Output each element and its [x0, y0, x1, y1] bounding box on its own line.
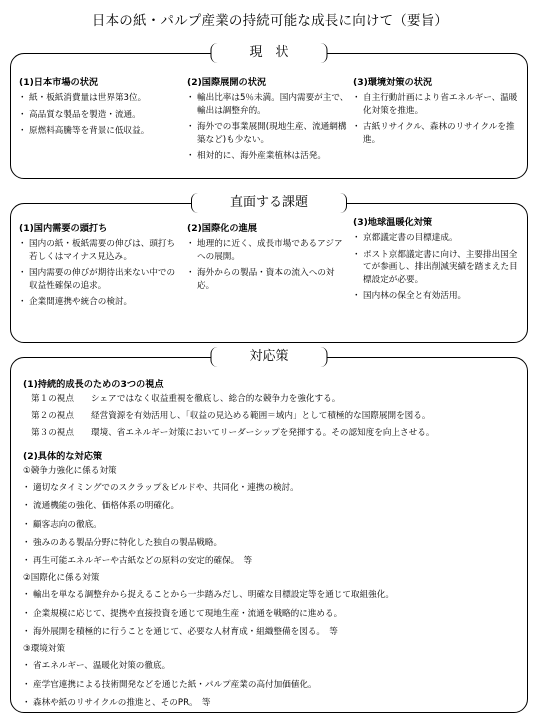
- list-item: ・ 企業規模に応じて、提携や直接投資を通じて現地生産・流通を戦略的に進める。: [23, 605, 519, 623]
- viewpoint-label: 第２の視点: [31, 411, 74, 421]
- list-item: ・ 紙・板紙消費量は世界第3位。: [19, 92, 181, 105]
- viewpoint-row: [23, 425, 519, 442]
- list-item: ・ 国内需要の伸びが期待出来ない中での収益性確保の追求。: [19, 267, 181, 292]
- viewpoint-text: シェアではなく収益重視を徹底し、総合的な競争力を強化する。: [91, 394, 341, 404]
- viewpoint-label: 第３の視点: [31, 428, 74, 438]
- column-title: (2)国際化の進展: [187, 223, 257, 234]
- list-item: ・ 強みのある製品分野に特化した独自の製品戦略。: [23, 534, 519, 552]
- list-item: ・ 国内林の保全と有効活用。: [353, 290, 521, 303]
- viewpoint-label: 第１の視点: [31, 394, 74, 404]
- list-item: ・ 省エネルギー、温暖化対策の徹底。: [23, 657, 519, 675]
- list-item: ・ 輸出比率は5％未満。国内需要が主で、輸出は調整弁的。: [187, 92, 349, 117]
- group-title: ③環境対策: [23, 644, 66, 655]
- viewpoint-text: 経営資源を有効活用し、「収益の見込める範囲＝域内」として積極的な国際展開を図る。: [91, 411, 431, 421]
- list-item: ・ 再生可能エネルギーや古紙などの原料の安定的確保。 等: [23, 552, 519, 570]
- viewpoint-row: [23, 391, 519, 408]
- list-item: ・ 古紙リサイクル、森林のリサイクルを推進。: [353, 121, 521, 146]
- list-item: ・ 海外からの製品・資本の流入への対応。: [187, 267, 349, 292]
- list-item: ・ 自主行動計画により省エネルギー、温暖化対策を推進。: [353, 92, 521, 117]
- issues-section: [10, 195, 528, 343]
- list-item: ・ 適切なタイミングでのスクラップ＆ビルドや、共同化・連携の検討。: [23, 479, 519, 497]
- response-body: [23, 378, 519, 712]
- column-title: (1)国内需要の頭打ち: [19, 223, 108, 234]
- list-item: ・ 国内の紙・板紙需要の伸びは、頭打ち若しくはマイナス見込み。: [19, 238, 181, 263]
- document-title: 日本の紙・パルプ産業の持続可能な成長に向けて（要旨）: [91, 13, 449, 29]
- list-item: ・ 海外展開を積極的に行うことを通じて、必要な人材育成・組織整備を図る。 等: [23, 623, 519, 641]
- list-item: ・ 顧客志向の徹底。: [23, 516, 519, 534]
- list-item: ・ 森林や紙のリサイクルの推進と、そのPR。 等: [23, 694, 519, 712]
- column-title: (1)日本市場の状況: [19, 77, 99, 88]
- list-item: ・ 流通機能の強化、価格体系の明確化。: [23, 497, 519, 515]
- viewpoints-title: (1)持続的成長のための3つの視点: [23, 379, 164, 390]
- list-item: ・ 原燃料高騰等を背景に低収益。: [19, 125, 181, 138]
- current-col-market: [19, 76, 181, 142]
- list-item: ・ 輸出を単なる調整弁から捉えることから一歩踏みだし、明確な目標設定等を通じて取組強化。: [23, 586, 519, 604]
- column-title: (2)国際展開の状況: [187, 77, 267, 88]
- issues-col-warming: [353, 216, 521, 307]
- column-title: (3)地球温暖化対策: [353, 217, 433, 228]
- issues-col-internationalization: [187, 222, 349, 296]
- column-title: (3)環境対策の状況: [353, 77, 433, 88]
- list-item: ・ 地理的に近く、成長市場であるアジアへの展開。: [187, 238, 349, 263]
- list-item: ・ ポスト京都議定書に向け、主要排出国全てが参画し、排出削減実績を踏まえた目標設定が必要。: [353, 249, 521, 287]
- viewpoint-row: [23, 408, 519, 425]
- response-section: [10, 349, 528, 713]
- list-item: ・ 企業間連携や統合の検討。: [19, 296, 181, 309]
- measures-title: (2)具体的な対応策: [23, 451, 103, 462]
- list-item: ・ 京都議定書の目標達成。: [353, 232, 521, 245]
- viewpoint-text: 環境、省エネルギー対策においてリーダーシップを発揮する。その認知度を向上させる。: [91, 428, 435, 438]
- current-state-section: [10, 45, 528, 179]
- list-item: ・ 相対的に、海外産業植林は活発。: [187, 150, 349, 163]
- issues-col-demand: [19, 222, 181, 313]
- current-col-international: [187, 76, 349, 167]
- group-title: ②国際化に係る対策: [23, 573, 100, 584]
- response-label: 対応策: [210, 347, 327, 367]
- list-item: ・ 海外での事業展開(現地生産、流通網構築など)も少ない。: [187, 121, 349, 146]
- current-state-label: 現 状: [210, 43, 327, 63]
- current-col-environment: [353, 76, 521, 150]
- list-item: ・ 高品質な製品を製造・流通。: [19, 109, 181, 122]
- group-title: ①競争力強化に係る対策: [23, 466, 117, 476]
- issues-label: 直面する課題: [191, 193, 347, 213]
- list-item: ・ 産学官連携による技術開発などを通じた紙・パルプ産業の高付加価値化。: [23, 676, 519, 694]
